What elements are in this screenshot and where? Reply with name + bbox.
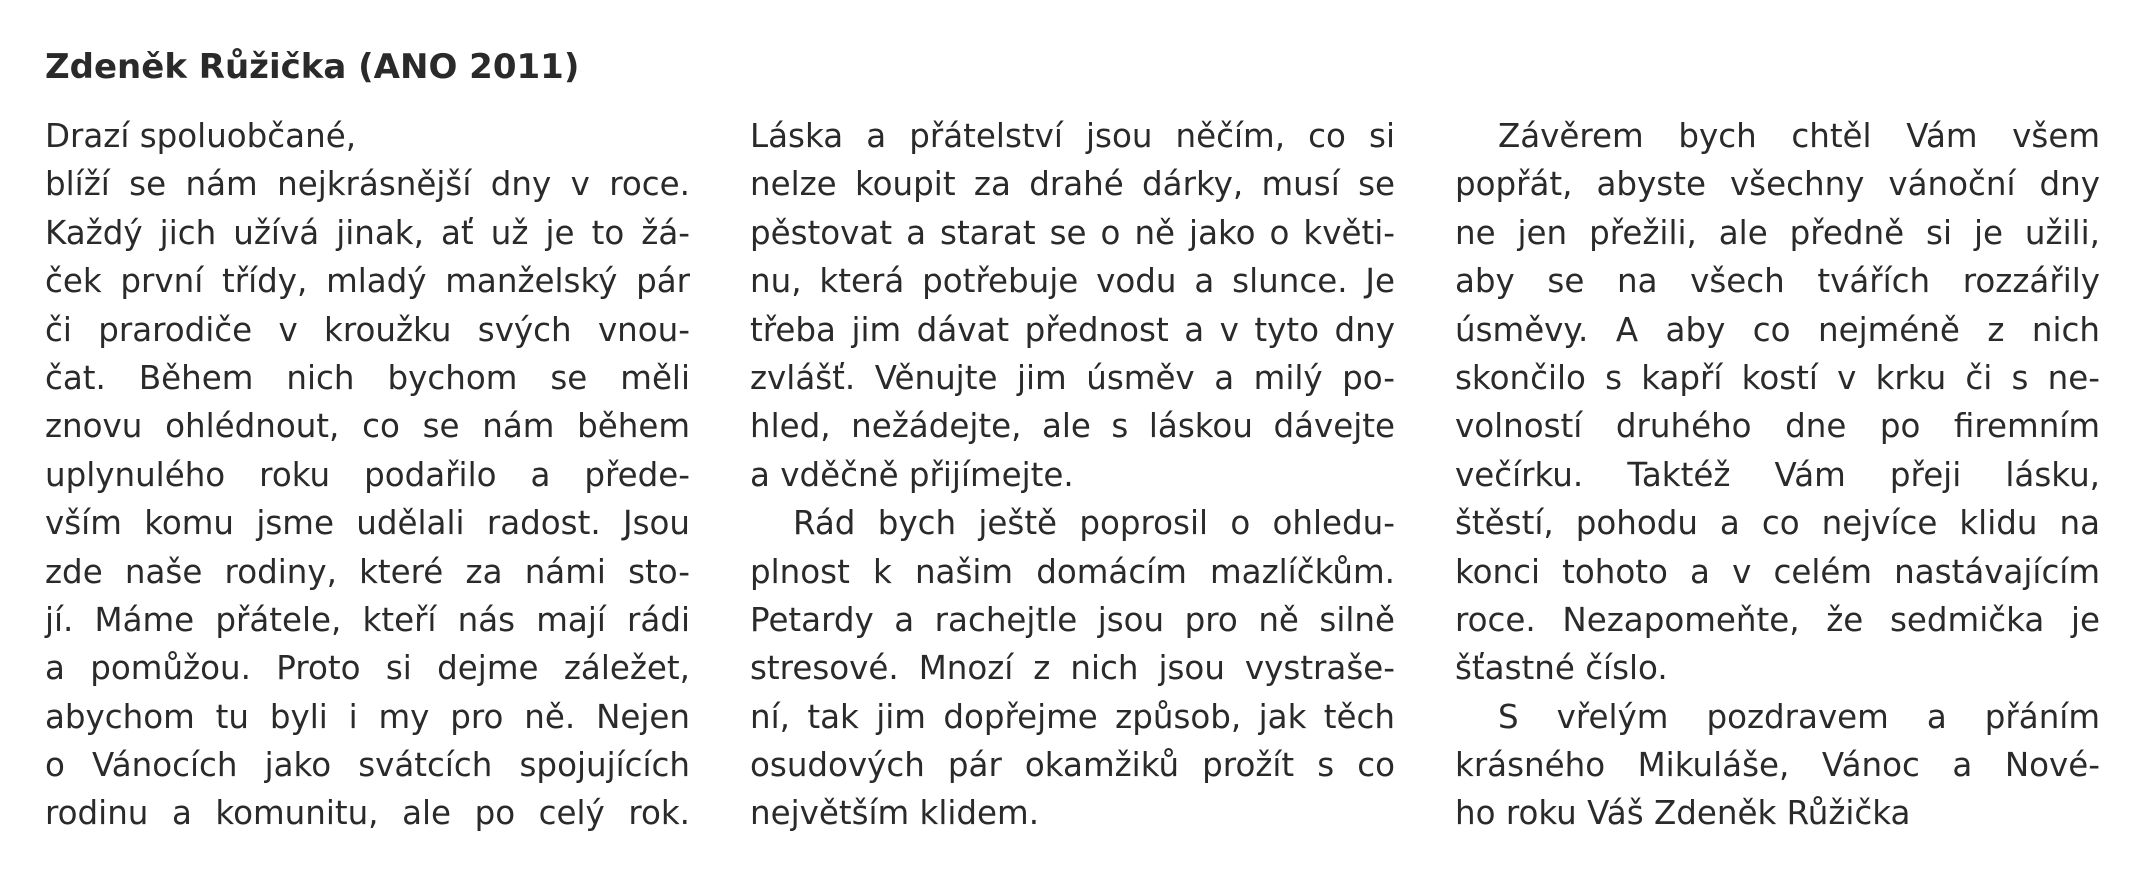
text-line: krásného Mikuláše, Vánoc a Nové- xyxy=(1455,746,2100,785)
text-line: štěstí, pohodu a co nejvíce klidu na xyxy=(1455,504,2100,543)
text-line: Každý jich užívá jinak, ať už je to žá- xyxy=(45,213,690,252)
text-line: roce. Nezapomeňte, že sedmička je xyxy=(1455,600,2100,639)
text-line: třeba jim dávat přednost a v tyto dny xyxy=(750,310,1395,349)
text-line: o Vánocích jako svátcích spojujících xyxy=(45,746,690,785)
text-line: nelze koupit za drahé dárky, musí se xyxy=(750,165,1395,204)
text-line: uplynulého roku podařilo a přede- xyxy=(45,455,690,494)
text-line: Závěrem bych chtěl Vám všem xyxy=(1498,117,2100,155)
text-line: a pomůžou. Proto si dejme záležet, xyxy=(45,649,690,688)
article-heading: Zdeněk Růžička (ANO 2011) xyxy=(45,47,580,87)
text-line: stresové. Mnozí z nich jsou vystraše- xyxy=(750,649,1395,688)
text-line: S vřelým pozdravem a přáním xyxy=(1498,697,2100,736)
text-line: Láska a přátelství jsou něčím, co si xyxy=(750,117,1395,155)
text-line: ne jen přežili, ale předně si je užili, xyxy=(1455,213,2100,252)
text-column-3 xyxy=(1455,112,2100,838)
text-line: úsměvy. A aby co nejméně z nich xyxy=(1455,310,2100,349)
text-line: a vděčně přijímejte. xyxy=(750,455,1074,494)
text-line: čat. Během nich bychom se měli xyxy=(45,358,690,397)
text-column-1 xyxy=(45,112,690,838)
text-line: Drazí spoluobčané, xyxy=(45,117,357,155)
text-line: konci tohoto a v celém nastávajícím xyxy=(1455,552,2100,591)
text-line: či prarodiče v kroužku svých vnou- xyxy=(45,310,690,349)
text-line: rodinu a komunitu, ale po celý rok. xyxy=(45,794,690,833)
text-line: blíží se nám nejkrásnější dny v roce. xyxy=(45,165,690,204)
text-line: zvlášť. Věnujte jim úsměv a milý po- xyxy=(750,358,1395,397)
text-line: hled, nežádejte, ale s láskou dávejte xyxy=(750,407,1395,446)
text-line: Rád bych ještě poprosil o ohledu- xyxy=(793,504,1395,543)
text-line: nu, která potřebuje vodu a slunce. Je xyxy=(750,262,1395,301)
text-column-2 xyxy=(750,112,1395,838)
text-line: ho roku Váš Zdeněk Růžička xyxy=(1455,794,1911,833)
text-line: pěstovat a starat se o ně jako o květi- xyxy=(750,213,1395,252)
text-line: šťastné číslo. xyxy=(1455,649,1668,688)
text-line: znovu ohlédnout, co se nám během xyxy=(45,407,690,446)
text-line: volností druhého dne po firemním xyxy=(1455,407,2100,446)
text-line: skončilo s kapří kostí v krku či s ne- xyxy=(1455,358,2100,397)
text-line: ní, tak jim dopřejme způsob, jak těch xyxy=(750,697,1395,736)
text-line: největším klidem. xyxy=(750,794,1040,833)
text-line: popřát, abyste všechny vánoční dny xyxy=(1455,165,2100,204)
text-line: zde naše rodiny, které za námi sto- xyxy=(45,552,690,591)
text-line: ček první třídy, mladý manželský pár xyxy=(45,262,690,301)
text-line: plnost k našim domácím mazlíčkům. xyxy=(750,552,1395,591)
text-line: vším komu jsme udělali radost. Jsou xyxy=(45,504,690,543)
text-line: večírku. Taktéž Vám přeji lásku, xyxy=(1455,455,2100,494)
text-line: aby se na všech tvářích rozzářily xyxy=(1455,262,2100,301)
text-line: osudových pár okamžiků prožít s co xyxy=(750,746,1395,785)
text-line: jí. Máme přátele, kteří nás mají rádi xyxy=(45,600,690,639)
text-line: Petardy a rachejtle jsou pro ně silně xyxy=(750,600,1395,639)
text-line: abychom tu byli i my pro ně. Nejen xyxy=(45,697,690,736)
